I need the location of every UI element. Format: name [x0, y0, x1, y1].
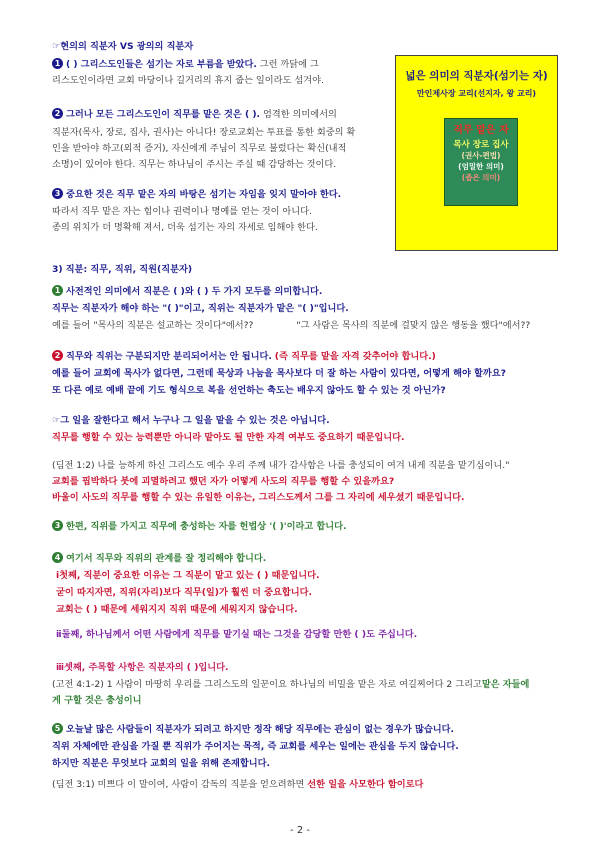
item-5-first-line2: 굳이 따지자면, 직위(자리)보다 직무(일)가 훨씬 더 중요합니다.	[56, 587, 312, 598]
item-3-line2: 직무를 행할 수 있는 능력뿐만 아니라 맡아도 될 만한 자격 여부도 중요하기 때문입니다.	[52, 432, 405, 443]
item-5-first-line3: 교회는 ( ) 때문에 세워지지 직위 때문에 세워지지 않습니다.	[56, 604, 298, 615]
inner-line1: 목사 장로 집사	[453, 139, 509, 150]
section2-heading: 3) 직분: 직무, 직위, 직원(직분자)	[52, 264, 193, 275]
page-number: - 2 -	[290, 825, 310, 836]
item-2-line3: 또 다른 예로 예배 끝에 기도 형식으로 복을 선언하는 축도는 배우지 않아도 할 수 있는 것 아닌가?	[52, 385, 446, 396]
box-subtitle: 만인제사장 교리(선지자, 왕 교리)	[416, 89, 537, 99]
paragraph-2-line4: 소명)이 있어야 한다. 직무는 하나님이 주시는 주실 때 감당하는 것이다.	[52, 159, 337, 170]
number-3-icon: 3	[52, 188, 63, 199]
number-2-icon: 2	[52, 350, 63, 361]
number-4-icon: 4	[52, 552, 63, 563]
item-2: 2 직무와 직위는 구분되지만 분리되어서는 안 됩니다. (즉 직무를 맡을 자격 갖추어야 합니다.)	[52, 350, 552, 364]
number-5-icon: 5	[52, 723, 63, 734]
verse-1-comment2: 바울이 사도의 직무를 행할 수 있는 유일한 이유는, 그리스도께서 그를 그 자리에 세우셨기 때문입니다.	[52, 492, 465, 503]
verse-2: (고전 4:1-2) 1 사람이 마땅히 우리를 그리스도의 일꾼이요 하나님의 비밀을 맡은 자로 여길찌어다 2 그리고맡은 자들에	[52, 679, 530, 690]
item-1-line2: 직무는 직분자가 해야 하는 "( )"이고, 직위는 직분자가 맡은 "( )"입니다.	[52, 303, 349, 314]
item-2-line2: 예를 들어 교회에 목사가 없다면, 그런데 묵상과 나눔을 목사보다 더 잘 하는 사람이 있다면, 어떻게 해야 할까요?	[52, 368, 506, 379]
paragraph-1: 1 ( ) 그리스도인들은 섬기는 자로 부름을 받았다. 그런 까닭에 그	[52, 58, 387, 72]
verse-1: (딤전 1:2) 나를 능하게 하신 그리스도 예수 우리 주께 내가 감사함은 나를 충성되이 여겨 내게 직분을 맡기심이니."	[52, 460, 510, 471]
narrow-meaning-box	[444, 118, 518, 206]
box-title: 넓은 의미의 직분자(섬기는 자)	[405, 70, 548, 82]
inner-line4: (좁은 의미)	[461, 172, 501, 182]
verse-3: (딤전 3:1) 미쁘다 이 말이여, 사람이 감독의 직분을 얻으려하면 선한 일을 사모한다 함이로다	[52, 779, 424, 790]
verse-2-line2: 게 구할 것은 충성이니	[52, 695, 142, 706]
item-6-line2: 직위 자체에만 관심을 가질 뿐 직위가 주어지는 목적, 즉 교회를 세우는 일에는 관심을 두지 않습니다.	[52, 741, 459, 752]
paragraph-3-line2: 따라서 직무 맡은 자는 힘이나 권력이나 명예를 얻는 것이 아니다.	[52, 206, 312, 217]
item-1-line3: 예를 들어 "목사의 직분은 설교하는 것이다"에서?? "그 사람은 목사의 직분에 걸맞지 않은 행동을 했다"에서??	[52, 320, 531, 331]
number-1-icon: 1	[52, 58, 63, 69]
paragraph-2: 2 그러나 모든 그리스도인이 직무를 맡은 것은 ( ). 엄격한 의미에서의	[52, 108, 387, 122]
item-6: 5 오늘날 많은 사람들이 직분자가 되려고 하지만 정작 해당 직무에는 관심이 없는 경우가 많습니다.	[52, 723, 552, 737]
section1-heading: ☞현의의 직분자 VS 광의의 직분자	[52, 41, 194, 52]
item-5-first: ⅰ첫째, 직분이 중요한 이유는 그 직분이 맡고 있는 ( ) 때문입니다.	[56, 570, 320, 581]
verse-1-comment: 교회를 핍박하다 붓에 괴멸하려고 했던 자가 어떻게 사도의 직무를 행할 수 있을까요?	[52, 476, 395, 487]
paragraph-3: 3 중요한 것은 직무 맡은 자의 바탕은 섬기는 자임을 잊지 말아야 한다.	[52, 188, 552, 202]
inner-title: 직무 맡은 자	[453, 125, 509, 136]
paragraph-2-line2: 직분자(목사, 장로, 집사, 권사)는 아니다! 장로교회는 투표를 통한 회중의 확	[52, 127, 356, 138]
item-3: ☞그 일을 잘한다고 해서 누구나 그 일을 맡을 수 있는 것은 아닙니다.	[52, 415, 330, 426]
item-5: 4 여기서 직무와 직위의 관계를 잘 정리해야 합니다.	[52, 552, 552, 566]
paragraph-1-line2: 리스도인이라면 교회 마당이나 길거리의 휴지 줍는 일이라도 섬겨야.	[52, 75, 324, 86]
inner-line2: (권사-편법)	[461, 150, 501, 160]
number-2-icon: 2	[52, 108, 63, 119]
item-6-line3: 하지만 직분은 무엇보다 교회의 일을 위해 존재합니다.	[52, 758, 270, 769]
paragraph-3-line3: 종의 위치가 더 명확해 져서, 더욱 섬기는 자의 자세로 임해야 한다.	[52, 222, 318, 233]
paragraph-2-line3: 인을 받아야 하고(외적 증거), 자신에게 주님이 직무로 불렀다는 확신(내적	[52, 143, 347, 154]
inner-line3: (엄밀한 의미)	[458, 161, 504, 171]
item-4: 3 한편, 직위를 가지고 직무에 충성하는 자를 헌법상 '( )'이라고 합니다.	[52, 520, 552, 534]
item-1: 1 사전적인 의미에서 직분은 ( )와 ( ) 두 가지 모두를 의미합니다.	[52, 285, 552, 299]
item-5-second: ⅱ둘째, 하나님께서 어떤 사람에게 직무를 맡기실 때는 그것을 감당할 만한 ( )도 주십니다.	[56, 629, 418, 640]
number-3-icon: 3	[52, 520, 63, 531]
number-1-icon: 1	[52, 285, 63, 296]
item-5-third: ⅲ셋째, 주목할 사항은 직분자의 ( )입니다.	[56, 662, 229, 673]
broad-meaning-box	[395, 55, 558, 251]
